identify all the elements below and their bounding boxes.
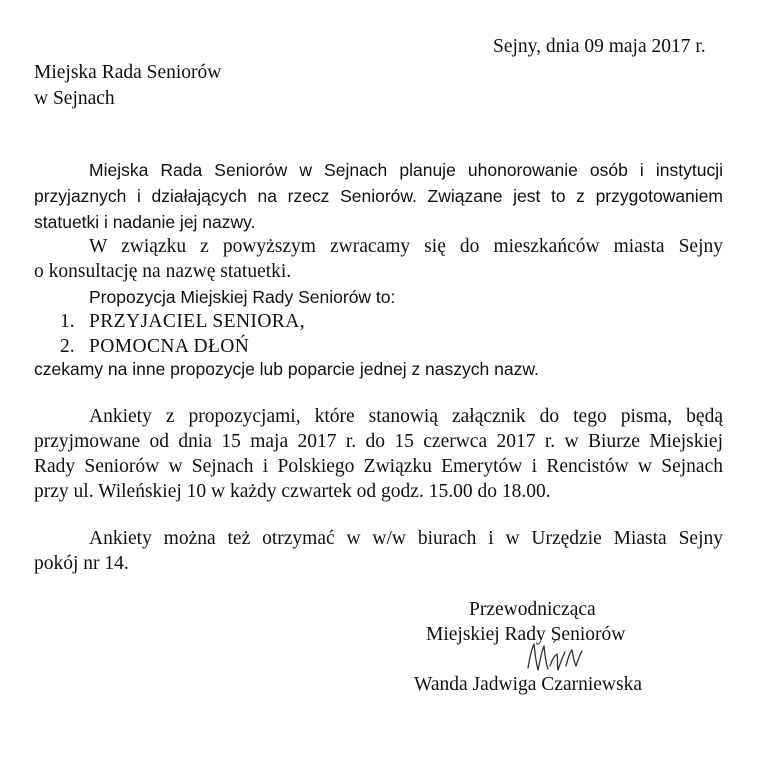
paragraph-2-line-1: W związku z powyższym zwracamy się do mieszkańców miasta Sejny — [89, 236, 723, 257]
paragraph-1-line-3: statuetki i nadanie jej nazwy. — [34, 212, 256, 232]
paragraph-4-line-3: Rady Seniorów w Sejnach i Polskiego Związku Emerytów i Rencistów w Sejnach — [34, 456, 723, 477]
recipient-line-1: Miejska Rada Seniorów — [34, 62, 222, 83]
paragraph-5-line-2: pokój nr 14. — [34, 553, 129, 574]
proposal-number-2: 2. — [60, 336, 75, 357]
paragraph-4-line-4: przy ul. Wileńskiej 10 w każdy czwartek od godz. 15.00 do 18.00. — [34, 481, 551, 502]
handwritten-signature — [524, 636, 584, 676]
recipient-line-2: w Sejnach — [34, 88, 115, 109]
proposal-number-1: 1. — [60, 311, 75, 332]
paragraph-5-line-1: Ankiety można też otrzymać w w/w biurach i w Urzędzie Miasta Sejny — [89, 528, 723, 549]
signature-title: Przewodnicząca — [469, 599, 596, 620]
proposal-item-2: POMOCNA DŁOŃ — [89, 336, 250, 357]
proposal-intro: Propozycja Miejskiej Rady Seniorów to: — [89, 287, 396, 307]
paragraph-2-line-2: o konsultację na nazwę statuetki. — [34, 261, 292, 282]
paragraph-4-line-2: przyjmowane od dnia 15 maja 2017 r. do 15 czerwca 2017 r. w Biurze Miejskiej — [34, 431, 723, 452]
signature-name: Wanda Jadwiga Czarniewska — [414, 674, 643, 695]
paragraph-4-line-1: Ankiety z propozycjami, które stanowią załącznik do tego pisma, będą — [89, 406, 723, 427]
paragraph-1-line-1: Miejska Rada Seniorów w Sejnach planuje uhonorowanie osób i instytucji — [89, 160, 723, 180]
date-line: Sejny, dnia 09 maja 2017 r. — [493, 36, 706, 57]
paragraph-1-line-2: przyjaznych i działających na rzecz Seniorów. Związane jest to z przygotowaniem — [34, 186, 723, 206]
proposal-item-1: PRZYJACIEL SENIORA, — [89, 311, 305, 332]
paragraph-3: czekamy na inne propozycje lub poparcie jednej z naszych nazw. — [34, 359, 539, 379]
signature-organization: Miejskiej Rady Seniorów — [426, 624, 626, 645]
